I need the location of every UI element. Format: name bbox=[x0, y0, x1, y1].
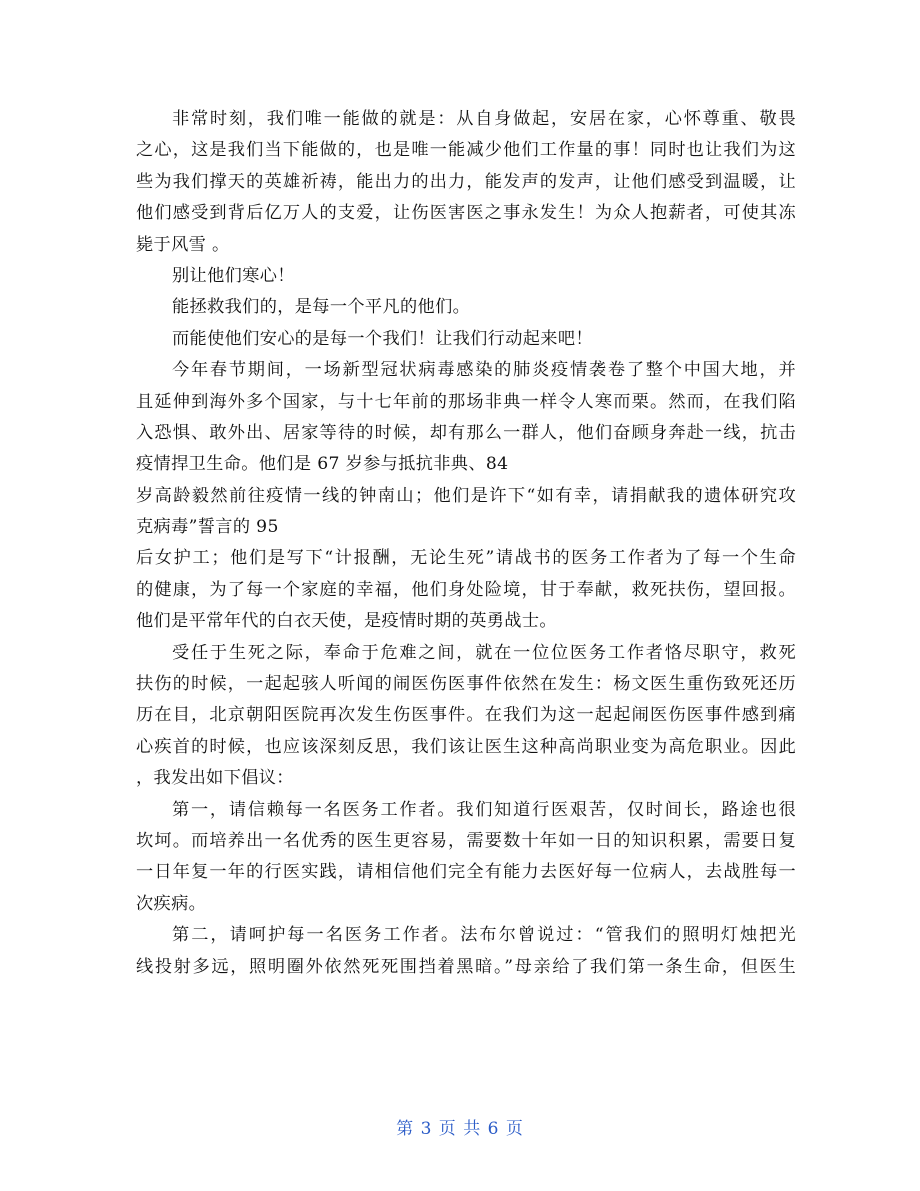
text-line: 别让他们寒心！ bbox=[172, 265, 295, 286]
text-line: 入恐惧、敢外出、居家等待的时候，却有那么一群人，他们奋顾身奔赴一线，抗击 bbox=[136, 422, 796, 443]
text-line: 些为我们撑天的英雄祈祷，能出力的出力，能发声的发声，让他们感受到温暖，让 bbox=[136, 171, 796, 192]
text-line: ，我发出如下倡议： bbox=[136, 768, 294, 789]
text-line: 疫情捍卫生命。他们是 67 岁参与抵抗非典、84 bbox=[136, 454, 509, 475]
text-line: 今年春节期间，一场新型冠状病毒感染的肺炎疫情袭卷了整个中国大地，并 bbox=[172, 360, 796, 381]
page-footer bbox=[0, 1114, 920, 1139]
text-line: 非常时刻，我们唯一能做的就是：从自身做起，安居在家，心怀尊重、敬畏 bbox=[172, 109, 796, 129]
text-line: 受任于生死之际，奉命于危难之间，就在一位位医务工作者恪尽职守，救死 bbox=[172, 642, 796, 663]
text-line: 线投射多远，照明圈外依然死死围挡着黑暗。”母亲给了我们第一条生命，但医生 bbox=[136, 956, 796, 977]
text-line: 的健康，为了每一个家庭的幸福，他们身处险境，甘于奉献，救死扶伤，望回报。 bbox=[136, 579, 796, 600]
text-line: 扶伤的时候，一起起骇人听闻的闹医伤医事件依然在发生：杨文医生重伤致死还历 bbox=[136, 674, 796, 695]
text-line: 克病毒”誓言的 95 bbox=[136, 517, 279, 538]
text-line: 他们是平常年代的白衣天使，是疫情时期的英勇战士。 bbox=[136, 611, 557, 632]
document-body bbox=[136, 104, 796, 983]
text-line: 他们感受到背后亿万人的支爱，让伤医害医之事永发生！为众人抱薪者，可使其冻 bbox=[136, 203, 796, 224]
text-line: 能拯救我们的，是每一个平凡的他们。 bbox=[172, 297, 471, 318]
text-line: 第一，请信赖每一名医务工作者。我们知道行医艰苦，仅时间长，路途也很 bbox=[172, 799, 796, 820]
text-line: 历在目，北京朝阳医院再次发生伤医事件。在我们为这一起起闹医伤医事件感到痛 bbox=[136, 705, 796, 726]
text-line: 毙于风雪 。 bbox=[136, 234, 230, 255]
text-line: 心疾首的时候，也应该深刻反思，我们该让医生这种高尚职业变为高危职业。因此 bbox=[136, 736, 796, 757]
text-line: 后女护工；他们是写下“计报酬，无论生死”请战书的医务工作者为了每一个生命 bbox=[136, 548, 796, 569]
text-line: 次疾病。 bbox=[136, 893, 207, 914]
text-line: 一日年复一年的行医实践，请相信他们完全有能力去医好每一位病人，去战胜每一 bbox=[136, 862, 796, 883]
text-line: 坎坷。而培养出一名优秀的医生更容易，需要数十年如一日的知识积累，需要日复 bbox=[136, 830, 796, 851]
page-number-label: 第 3 页 共 6 页 bbox=[396, 1119, 524, 1139]
text-line: 第二，请呵护每一名医务工作者。法布尔曾说过：“管我们的照明灯烛把光 bbox=[172, 925, 796, 946]
text-line: 而能使他们安心的是每一个我们！让我们行动起来吧！ bbox=[172, 328, 593, 349]
text-line: 且延伸到海外多个国家，与十七年前的那场非典一样令人寒而栗。然而，在我们陷 bbox=[136, 391, 796, 412]
text-line: 岁高龄毅然前往疫情一线的钟南山；他们是许下“如有幸，请捐献我的遗体研究攻 bbox=[136, 485, 796, 506]
text-line: 之心，这是我们当下能做的，也是唯一能减少他们工作量的事！同时也让我们为这 bbox=[136, 140, 796, 161]
